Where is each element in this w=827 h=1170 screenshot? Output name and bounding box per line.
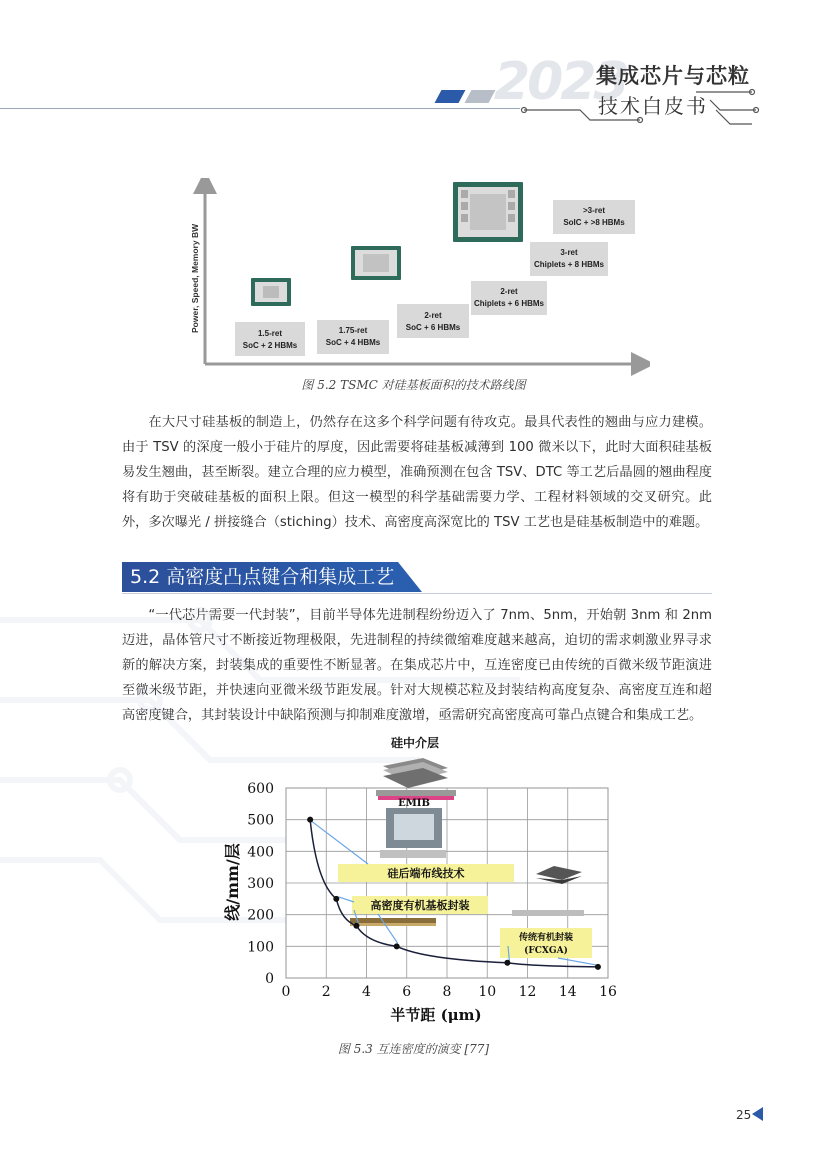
data-point (394, 943, 400, 949)
package-1-icon (251, 278, 291, 306)
y-tick-label: 600 (247, 781, 274, 797)
annotation-fcxga: (FCXGA) (524, 946, 568, 956)
header-title-line1: 集成芯片与芯粒 (596, 64, 750, 88)
roadmap-step-4-line1: 2-ret (500, 287, 518, 296)
x-tick-label: 0 (281, 984, 291, 1000)
roadmap-step-3-line1: 2-ret (424, 311, 442, 320)
paragraph-1-text: 在大尺寸硅基板的制造上，仍然存在这多个科学问题有待攻克。最具代表性的翘曲与应力建模。由于 TSV 的深度一般小于硅片的厚度，因此需要将硅基板减薄到 100 微米以下，此时大面积硅基板易发生翘曲，甚至断裂。建立合理的应力模型，准确预测在包含 TSV、DTC 等工艺后晶圆的翘曲程度将有助于突破硅基板的面积上限。但这一模型的科学基础需要力学、工程材料领域的交叉研究。此外，多次曝光 / 拼接缝合（stiching）技术、高密度高深宽比的 TSV 工艺也是硅基板制造中的难题。 (122, 415, 712, 530)
paragraph-2-text: “一代芯片需要一代封装”，目前半导体先进制程纷纷迈入了 7nm、5nm，开始朝 3nm 和 2nm 迈进，晶体管尺寸不断接近物理极限，先进制程的持续微缩难度越来越高，迫切的需求刺激业界寻求新的解决方案，封装集成的重要性不断显著。在集成芯片中，互连密度已由传统的百微米级节距演进至微米级节距，并快速向亚微米级节距发展。针对大规模芯粒及封装结构高度复杂、高密度互连和超高密度键合，其封装设计中缺陷预测与抑制难度激增，亟需研究高密度高可靠凸点键合和集成工艺。 (122, 608, 712, 723)
bump-package-icon (380, 808, 446, 858)
chart-x-axis-label: 半节距 (μm) (390, 1006, 482, 1024)
page-number: 25 (736, 1108, 752, 1122)
roadmap-step-2-line2: SoC + 4 HBMs (325, 338, 381, 347)
figure1-caption: 图 5.2 TSMC 对硅基板面积的技术路线图 (301, 378, 526, 392)
x-tick-label: 10 (478, 984, 497, 1000)
y-tick-label: 500 (247, 812, 274, 829)
y-tick-label: 300 (247, 876, 274, 892)
page-arrow-icon (752, 1107, 763, 1121)
x-tick-label: 14 (558, 984, 577, 1000)
data-point (333, 896, 339, 902)
data-point (504, 960, 510, 966)
section-rule (122, 593, 712, 594)
x-tick-label: 2 (321, 984, 331, 1000)
roadmap-step-4-line2: Chiplets + 6 HBMs (473, 299, 545, 308)
y-tick-label: 100 (247, 939, 274, 956)
roadmap-step-6-line1: >3-ret (582, 206, 606, 215)
roadmap-step-6-line2: SoIC + >8 HBMs (563, 218, 625, 227)
silicon-interposer-icon (383, 758, 448, 788)
roadmap-step-1-line1: 1.5-ret (257, 329, 283, 338)
y-tick-label: 200 (247, 907, 274, 924)
roadmap-step-5-line1: 3-ret (560, 248, 578, 257)
x-tick-label: 12 (518, 984, 537, 1000)
data-point (595, 964, 601, 970)
header-accent-gray (465, 90, 496, 103)
figure2-caption: 图 5.3 互连密度的演变 [77] (337, 1042, 490, 1056)
annotation-silicon-beol: 硅后端布线技术 (387, 867, 465, 880)
header-accent-blue (435, 90, 466, 103)
y-tick-label: 0 (265, 971, 274, 987)
roadmap-step-1-line2: SoC + 2 HBMs (242, 341, 298, 350)
header-year: 2023 (494, 52, 627, 112)
paragraph-2 (122, 603, 712, 728)
x-tick-label: 8 (442, 984, 452, 1000)
chart-y-axis-label: 线/mm/层 (223, 843, 242, 921)
section-title: 5.2 高密度凸点键合和集成工艺 (130, 566, 395, 588)
package-3-icon (453, 182, 523, 242)
data-point (353, 923, 359, 929)
interconnect-density-chart (218, 732, 638, 1032)
data-point (307, 817, 313, 823)
annotation-emib: EMIB (398, 798, 430, 809)
annotation-traditional-organic: 传统有机封装 (518, 933, 574, 943)
header-rule (0, 108, 520, 109)
x-tick-label: 4 (362, 984, 371, 1000)
x-tick-label: 16 (599, 984, 617, 1000)
x-tick-label: 6 (402, 984, 412, 1000)
header-title-line2: 技术白皮书 (598, 94, 708, 118)
roadmap-step-3-line2: SoC + 6 HBMs (405, 323, 461, 332)
annotation-silicon-interposer: 硅中介层 (390, 736, 440, 750)
roadmap-step-5-line2: Chiplets + 8 HBMs (533, 260, 605, 269)
roadmap-y-label: Power, Speed, Memory BW (190, 223, 200, 333)
roadmap-step-2-line1: 1.75-ret (338, 326, 368, 335)
annotation-hd-organic: 高密度有机基板封装 (370, 899, 470, 912)
tsmc-roadmap-figure (185, 178, 650, 378)
package-2-icon (351, 246, 401, 280)
paragraph-1 (122, 410, 712, 535)
y-tick-label: 400 (247, 844, 274, 861)
organic-substrate-icon (350, 918, 436, 926)
